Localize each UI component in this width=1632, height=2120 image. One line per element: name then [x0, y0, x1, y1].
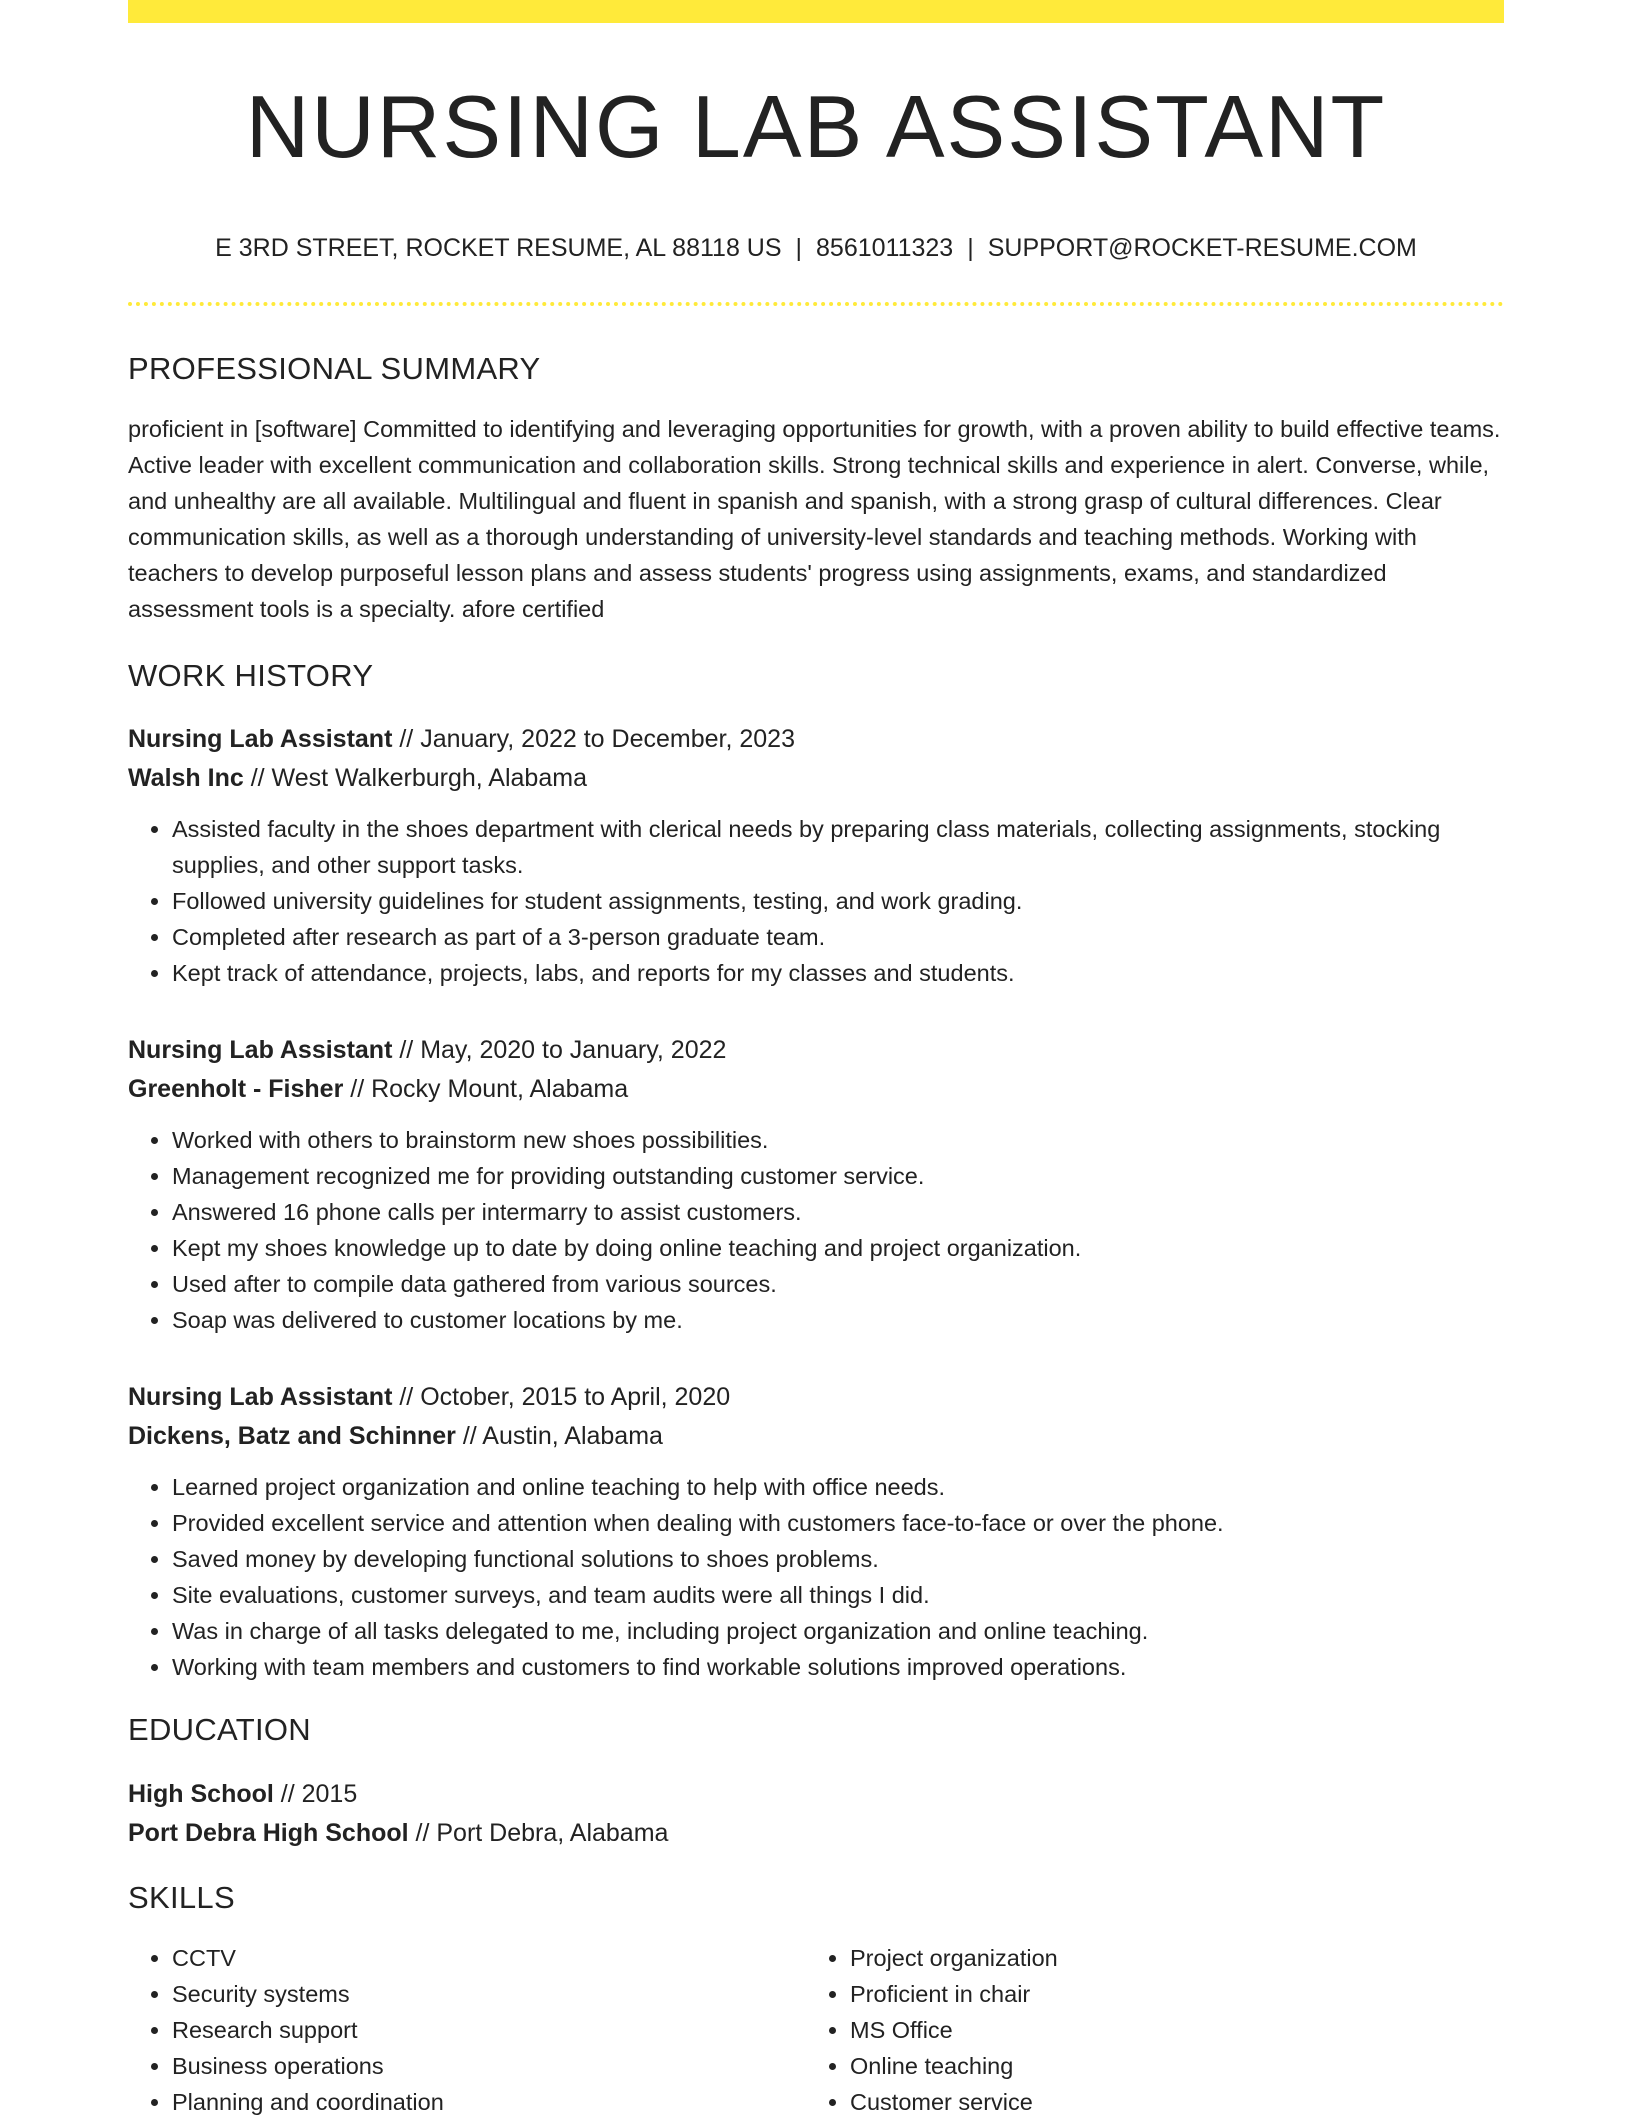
skill-item: • Planning and coordination — [172, 2084, 806, 2120]
skills-heading: SKILLS — [128, 1879, 235, 1915]
job-company: Greenholt - Fisher — [128, 1075, 344, 1104]
job-dates: // January, 2022 to December, 2023 — [392, 725, 795, 754]
job-bullet-list — [128, 1469, 1504, 1685]
job-dates: // October, 2015 to April, 2020 — [392, 1383, 731, 1412]
list-item: • Site evaluations, customer surveys, and team audits were all things I did. — [172, 1577, 1504, 1613]
contact-address: E 3RD STREET, ROCKET RESUME, AL 88118 US — [215, 234, 782, 262]
skills-column-left — [128, 1940, 806, 2120]
job-bullet-list — [128, 811, 1504, 991]
list-item: • Soap was delivered to customer locations by me. — [172, 1302, 1504, 1338]
summary-heading: PROFESSIONAL SUMMARY — [128, 351, 541, 386]
education-school-line — [128, 1814, 1504, 1853]
job-location: // West Walkerburgh, Alabama — [243, 764, 587, 793]
list-item: • Management recognized me for providing outstanding customer service. — [172, 1158, 1504, 1194]
list-item: • Followed university guidelines for student assignments, testing, and work grading. — [172, 883, 1504, 919]
job-dates: // May, 2020 to January, 2022 — [392, 1036, 727, 1065]
job-company: Dickens, Batz and Schinner — [128, 1422, 456, 1451]
list-item: • Learned project organization and online teaching to help with office needs. — [172, 1469, 1504, 1505]
list-item: • Used after to compile data gathered from various sources. — [172, 1266, 1504, 1302]
job-entry — [128, 1378, 1504, 1685]
contact-separator: | — [967, 234, 974, 262]
education-year: // 2015 — [273, 1779, 358, 1808]
list-item: • Worked with others to brainstorm new shoes possibilities. — [172, 1122, 1504, 1158]
resume-page — [128, 0, 1504, 2120]
work-history-heading: WORK HISTORY — [128, 658, 374, 694]
skills-list-left — [128, 1940, 806, 2120]
skill-item: • Business operations — [172, 2048, 806, 2084]
education-degree: High School — [128, 1779, 274, 1808]
skill-item: • Customer service — [850, 2084, 1484, 2120]
list-item: • Answered 16 phone calls per intermarry to assist customers. — [172, 1194, 1504, 1230]
summary-text: proficient in [software] Committed to identifying and leveraging opportunities for growth, with a proven ability to build effective teams. Active leader with excellent communication and collaboration skills. Strong technical skills and experience in alert. Converse, while, and unhealthy are all available. Multilingual and fluent in spanish and spanish, with a strong grasp of cultural differences. Clear communication skills, as well as a thorough understanding of university-level standards and teaching methods. Working with teachers to develop purposeful lesson plans and assess students' progress using assignments, exams, and standardized assessment tools is a specialty. afore certified — [128, 416, 1501, 623]
skills-grid — [128, 1940, 1504, 2120]
contact-phone: 8561011323 — [816, 234, 954, 262]
skill-item: • Proficient in chair — [850, 1976, 1484, 2012]
list-item: • Kept track of attendance, projects, labs, and reports for my classes and students. — [172, 955, 1504, 991]
work-history-list — [128, 720, 1504, 1685]
list-item: • Was in charge of all tasks delegated to me, including project organization and online teaching. — [172, 1613, 1504, 1649]
job-title-line — [128, 1378, 1504, 1417]
header-divider — [128, 302, 1504, 306]
list-item: • Saved money by developing functional solutions to shoes problems. — [172, 1541, 1504, 1577]
job-title-line — [128, 1031, 1504, 1070]
skill-item: • Security systems — [172, 1976, 806, 2012]
skill-item: • Online teaching — [850, 2048, 1484, 2084]
job-role: Nursing Lab Assistant — [128, 1036, 393, 1065]
top-accent-bar — [128, 0, 1504, 23]
education-entry — [128, 1775, 1504, 1853]
skill-item: • CCTV — [172, 1940, 806, 1976]
skill-item: • Research support — [172, 2012, 806, 2048]
education-school: Port Debra High School — [128, 1818, 409, 1847]
list-item: • Assisted faculty in the shoes department with clerical needs by preparing class materials, collecting assignments, stocking supplies, and other support tasks. — [172, 811, 1504, 883]
job-bullet-list — [128, 1122, 1504, 1338]
list-item: • Provided excellent service and attention when dealing with customers face-to-face or over the phone. — [172, 1505, 1504, 1541]
contact-separator: | — [795, 234, 803, 262]
job-location: // Rocky Mount, Alabama — [343, 1075, 629, 1104]
list-item: • Completed after research as part of a 3-person graduate team. — [172, 919, 1504, 955]
job-location: // Austin, Alabama — [455, 1422, 663, 1451]
skills-list-right — [806, 1940, 1484, 2120]
job-role: Nursing Lab Assistant — [128, 1383, 393, 1412]
job-company-line — [128, 759, 1504, 798]
contact-email: SUPPORT@ROCKET-RESUME.COM — [987, 234, 1417, 262]
job-title-line — [128, 720, 1504, 759]
education-location: // Port Debra, Alabama — [408, 1818, 669, 1847]
job-role: Nursing Lab Assistant — [128, 725, 393, 754]
skill-item: • MS Office — [850, 2012, 1484, 2048]
list-item: • Working with team members and customers to find workable solutions improved operations. — [172, 1649, 1504, 1685]
education-heading: EDUCATION — [128, 1712, 311, 1748]
page-title: NURSING LAB ASSISTANT — [245, 77, 1387, 176]
job-company-line — [128, 1070, 1504, 1109]
list-item: • Kept my shoes knowledge up to date by doing online teaching and project organization. — [172, 1230, 1504, 1266]
job-entry — [128, 720, 1504, 991]
education-degree-line — [128, 1775, 1504, 1814]
skill-item: • Project organization — [850, 1940, 1484, 1976]
job-company: Walsh Inc — [128, 764, 244, 793]
job-company-line — [128, 1417, 1504, 1456]
contact-line — [128, 233, 1504, 263]
skills-column-right — [806, 1940, 1484, 2120]
job-entry — [128, 1031, 1504, 1338]
